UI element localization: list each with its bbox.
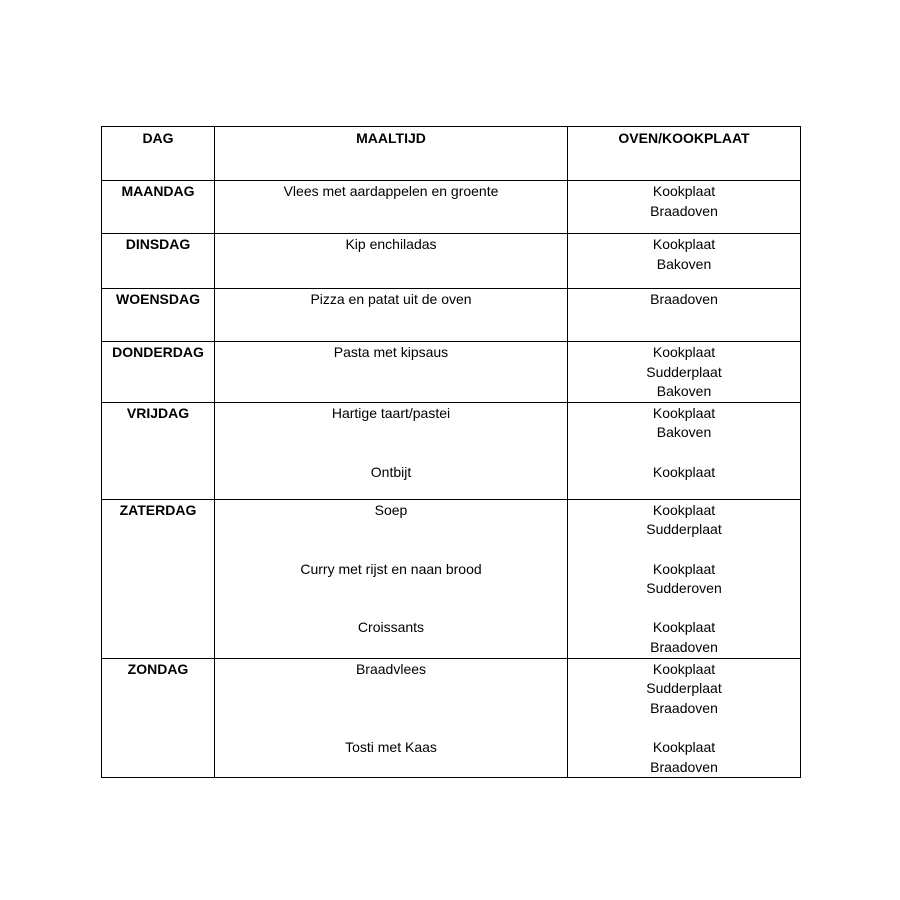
table-row <box>102 342 801 403</box>
header-meal: MAALTIJD <box>215 127 568 181</box>
meal-line: Braadvlees <box>355 660 427 677</box>
oven-spacer <box>568 443 800 463</box>
table-row <box>102 499 801 658</box>
meal-cell <box>215 342 568 403</box>
meal-line: Vlees met aardappelen en groente <box>283 183 499 199</box>
table-row <box>102 658 801 778</box>
oven-spacer <box>568 599 800 619</box>
day-cell: ZATERDAG <box>102 499 215 658</box>
oven-line: Kookplaat <box>652 463 716 480</box>
meal-spacer <box>215 679 567 699</box>
meal-cell <box>215 289 568 342</box>
oven-line: Bakoven <box>656 383 712 400</box>
oven-line: Kookplaat <box>652 560 716 577</box>
meal-cell <box>215 499 568 658</box>
oven-cell <box>568 499 801 658</box>
day-cell: MAANDAG <box>102 181 215 234</box>
table-row <box>102 289 801 342</box>
day-cell: WOENSDAG <box>102 289 215 342</box>
header-day: DAG <box>102 127 215 181</box>
table-row <box>102 402 801 499</box>
meal-spacer <box>215 718 567 738</box>
oven-cell <box>568 289 801 342</box>
meal-cell <box>215 181 568 234</box>
oven-line: Kookplaat <box>652 619 716 636</box>
meal-cell <box>215 234 568 289</box>
day-cell: ZONDAG <box>102 658 215 778</box>
oven-line: Kookplaat <box>652 183 716 199</box>
meal-line: Hartige taart/pastei <box>331 404 451 421</box>
meal-spacer <box>215 443 567 463</box>
oven-line: Braadoven <box>650 202 718 219</box>
oven-cell <box>568 658 801 778</box>
oven-line: Sudderplaat <box>646 363 722 380</box>
oven-line: Braadoven <box>650 699 718 716</box>
oven-cell <box>568 402 801 499</box>
oven-line: Kookplaat <box>652 404 716 421</box>
day-cell: DINSDAG <box>102 234 215 289</box>
day-cell: DONDERDAG <box>102 342 215 403</box>
oven-line: Sudderoven <box>646 580 722 597</box>
table-header-row <box>102 127 801 181</box>
oven-cell <box>568 234 801 289</box>
oven-line: Kookplaat <box>652 236 716 252</box>
meal-line: Curry met rijst en naan brood <box>300 560 482 577</box>
oven-spacer <box>568 540 800 560</box>
oven-line: Kookplaat <box>652 344 716 360</box>
meal-spacer <box>215 599 567 619</box>
table-row <box>102 181 801 234</box>
meal-line: Pizza en patat uit de oven <box>310 291 472 307</box>
oven-line: Braadoven <box>650 638 718 655</box>
meal-line: Croissants <box>357 619 425 636</box>
meal-spacer <box>215 540 567 560</box>
oven-line: Kookplaat <box>652 501 716 518</box>
meal-cell <box>215 658 568 778</box>
oven-line: Sudderplaat <box>646 680 722 697</box>
meal-line: Kip enchiladas <box>345 236 437 252</box>
meal-spacer <box>215 520 567 540</box>
oven-spacer <box>568 718 800 738</box>
oven-line: Sudderplaat <box>646 521 722 538</box>
meal-schedule-table <box>101 126 801 778</box>
meal-cell <box>215 402 568 499</box>
oven-line: Kookplaat <box>652 660 716 677</box>
header-oven: OVEN/KOOKPLAAT <box>568 127 801 181</box>
oven-line: Bakoven <box>656 424 712 441</box>
table-row <box>102 234 801 289</box>
oven-line: Kookplaat <box>652 738 716 755</box>
meal-line: Soep <box>374 501 408 518</box>
oven-line: Braadoven <box>650 758 718 775</box>
oven-line: Braadoven <box>650 291 718 307</box>
oven-line: Bakoven <box>656 255 712 272</box>
meal-line: Tosti met Kaas <box>345 738 437 755</box>
meal-spacer <box>215 579 567 599</box>
oven-cell <box>568 181 801 234</box>
day-cell: VRIJDAG <box>102 402 215 499</box>
meal-line: Ontbijt <box>370 463 412 480</box>
oven-cell <box>568 342 801 403</box>
meal-line: Pasta met kipsaus <box>333 344 449 360</box>
meal-spacer <box>215 423 567 443</box>
meal-spacer <box>215 699 567 719</box>
